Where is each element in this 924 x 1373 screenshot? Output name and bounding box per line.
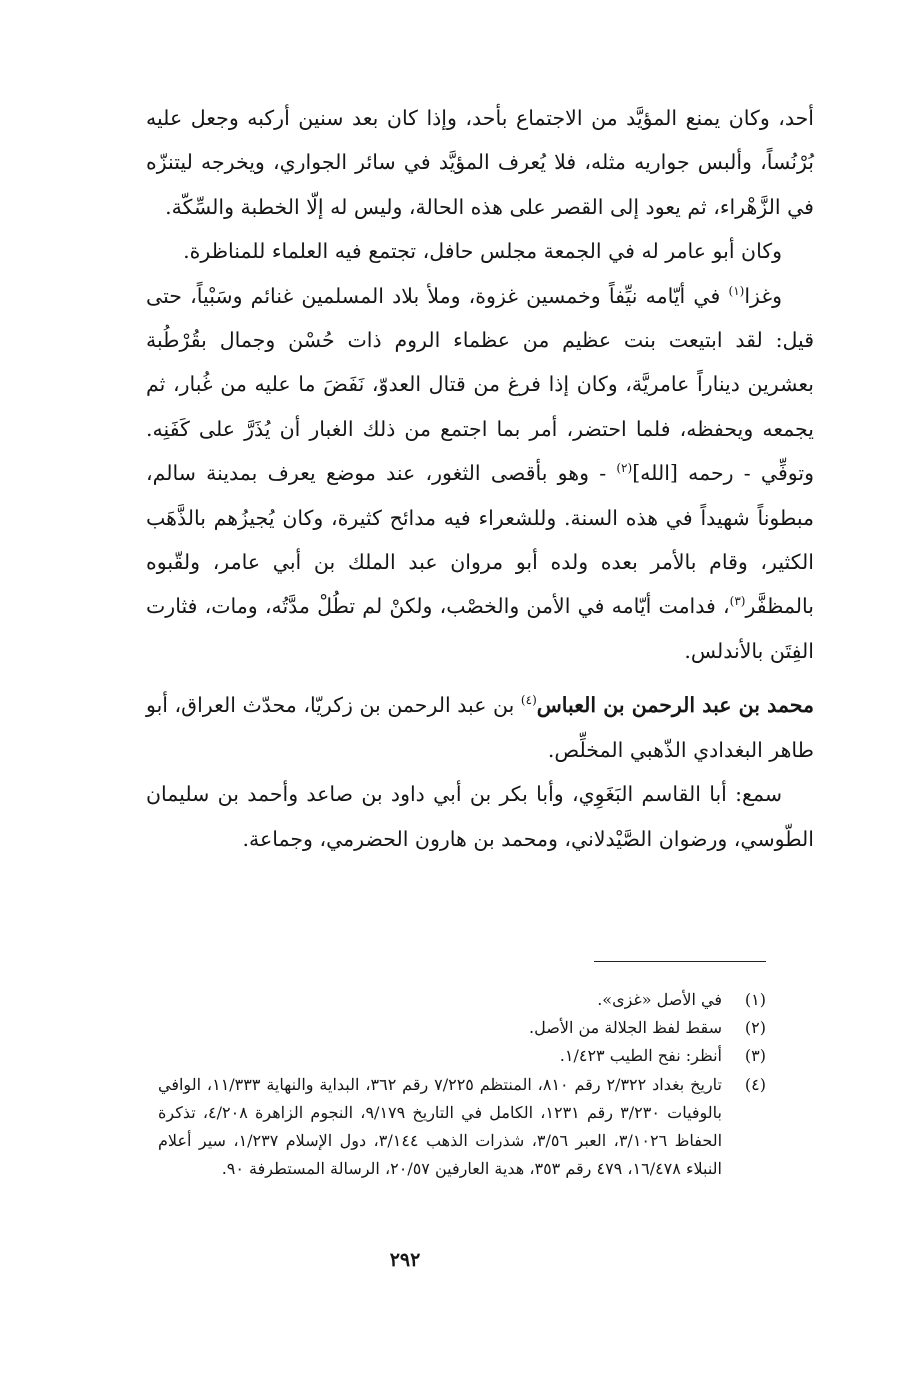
footnote-1 bbox=[158, 986, 766, 1014]
paragraph-5: سمع: أبا القاسم البَغَوِي، وأبا بكر بن أبي داود بن صاعد وأحمد بن سليمان الطّوسي، ورضوان الصَّيْدلاني، ومحمد بن هارون الحضرمي، وجماعة. bbox=[146, 782, 814, 851]
footnote-text: أنظر: نفح الطيب ١/٤٢٣. bbox=[559, 1046, 722, 1066]
biography-lineage: بن عبد الرحمن بن زكريّا، محدّث العراق، أبو طاهر البغدادي الذّهبي المخلِّص. bbox=[146, 693, 814, 762]
biography-heading bbox=[146, 683, 814, 772]
paragraph-2: وكان أبو عامر له في الجمعة مجلس حافل، تجتمع فيه العلماء للمناظرة. bbox=[183, 239, 782, 264]
footnote-separator bbox=[594, 961, 766, 962]
paragraph-3-middle-1: في أيّامه نيِّفاً وخمسين غزوة، وملأ بلاد المسلمين غنائم وسَبْياً، حتى قيل: لقد ابتيعت بنت عظيم من عظماء الروم ذات حُسْن وجمال بقُرْطُبة بعشرين ديناراً عامريَّة، وكان إذا فرغ من قتال العدوّ، نَفَضَ ما عليه من غُبار، ثم يجمعه ويحفظه، فلما احتضر، أمر بما اجتمع من ذلك الغبار أن يُذَرَّ على كَفَنِه. وتوفِّي - رحمه [الله] bbox=[146, 283, 815, 486]
main-text bbox=[146, 96, 814, 861]
footnote-marker-3: (٣) bbox=[729, 594, 746, 609]
footnotes bbox=[158, 986, 766, 1183]
paragraph-1: أحد، وكان يمنع المؤيَّد من الاجتماع بأحد، وإذا كان بعد سنين أركبه وجعل عليه بُرْنُساً، وألبس جواريه مثله، فلا يُعرف المؤيَّد في سائر الجواري، ويخرجه ليتنزّه في الزَّهْراء، ثم يعود إلى القصر على هذه الحالة، وليس له إلّا الخطبة والسِّكّة. bbox=[146, 106, 814, 219]
footnote-3 bbox=[158, 1042, 766, 1070]
paragraph-3-middle-2: - وهو بأقصى الثغور، عند موضع يعرف بمدينة سالم، مبطوناً شهيداً في هذه السنة. وللشعراء فيه مدائح كثيرة، وكان يُجيزُهم بالذَّهَب الكثير، وقام بالأمر بعده ولده أبو مروان عبد الملك بن أبي عامر، ولقّبوه بالمظفَّر bbox=[146, 461, 814, 619]
paragraph-3 bbox=[146, 274, 814, 674]
biography-name: محمد بن عبد الرحمن بن العباس bbox=[536, 693, 815, 718]
footnote-marker-1: (١) bbox=[728, 283, 745, 298]
footnote-text: في الأصل «غزى». bbox=[597, 990, 722, 1009]
footnote-number: (١) bbox=[744, 990, 766, 1009]
footnote-number: (٤) bbox=[744, 1074, 766, 1094]
footnote-4 bbox=[158, 1071, 766, 1184]
page-number: ٢٩٢ bbox=[389, 1249, 421, 1271]
footnote-number: (٢) bbox=[744, 1018, 766, 1038]
footnote-text: سقط لفظ الجلالة من الأصل. bbox=[529, 1018, 722, 1038]
paragraph-3-end: ، فدامت أيّامه في الأمن والخصْب، ولكنْ لم تطُلْ مدَّتُه، ومات، فثارت الفِتَن بالأندلس. bbox=[146, 594, 814, 663]
paragraph-3-start: وغزا bbox=[744, 283, 782, 308]
footnote-marker-4: (٤) bbox=[520, 693, 537, 708]
footnote-2 bbox=[158, 1014, 766, 1042]
footnote-marker-2: (٢) bbox=[616, 461, 633, 476]
footnote-text: تاريخ بغداد ٢/٣٢٢ رقم ٨١٠، المنتظم ٧/٢٢٥ رقم ٣٦٢، البداية والنهاية ١١/٣٣٣، الوافي بالوفيات ٣/٢٣٠ رقم ١٢٣١، الكامل في التاريخ ٩/١٧٩، النجوم الزاهرة ٤/٢٠٨، تذكرة الحفاظ ٣/١٠٢٦، العبر ٣/٥٦، شذرات الذهب ٣/١٤٤، دول الإسلام ١/٢٣٧، سير أعلام النبلاء ١٦/٤٧٨، ٤٧٩ رقم ٣٥٣، هدية العارفين ٢٠/٥٧، الرسالة المستطرفة ٩٠. bbox=[158, 1074, 723, 1179]
footnote-number: (٣) bbox=[744, 1046, 766, 1066]
